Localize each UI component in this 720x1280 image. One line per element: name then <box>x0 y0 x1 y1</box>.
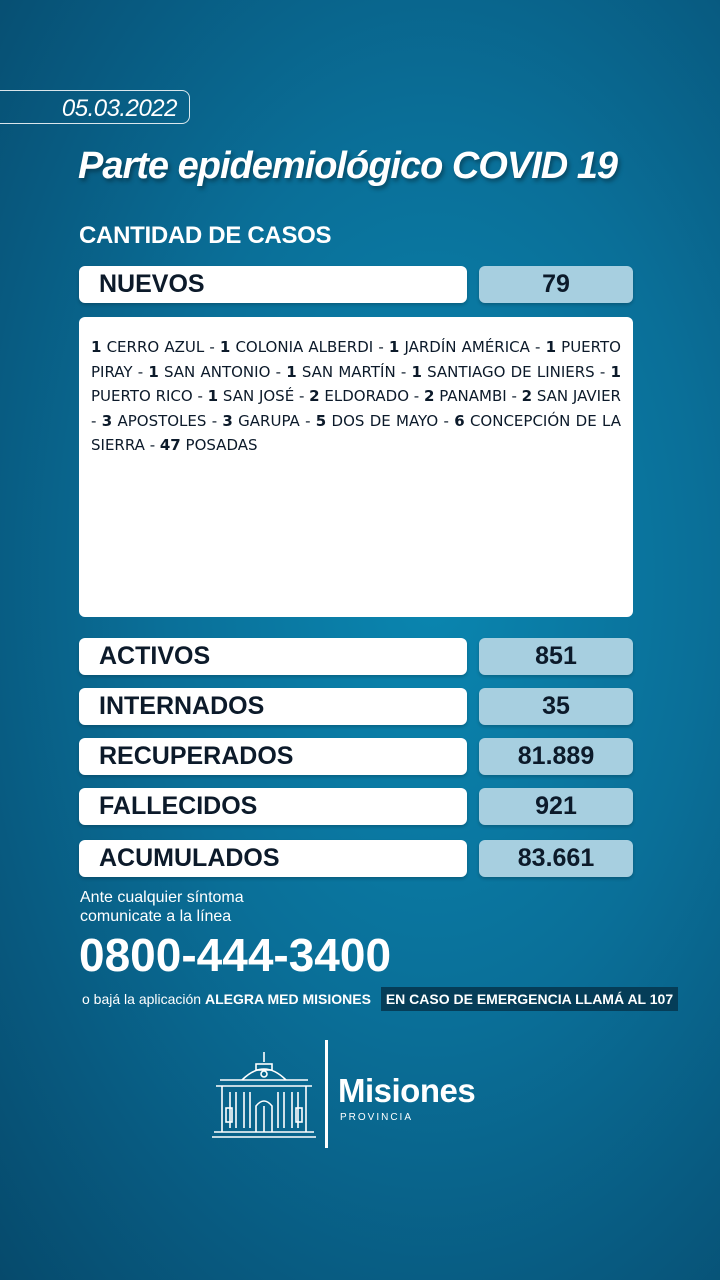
locality-name: PUERTO RICO <box>91 387 193 405</box>
app-download-line <box>82 987 678 1011</box>
locality-name: APOSTOLES <box>117 411 207 430</box>
locality-name: PUERTO PIRAY <box>91 338 621 381</box>
nuevos-value: 79 <box>479 266 633 303</box>
government-building-icon <box>212 1050 316 1138</box>
logo-name: Misiones <box>338 1072 476 1109</box>
date-badge <box>0 90 190 124</box>
stat-value-internados: 35 <box>479 688 633 725</box>
locality-count: 1 <box>545 338 557 356</box>
locality-count: 6 <box>454 411 465 430</box>
locality-name: POSADAS <box>185 436 258 454</box>
locality-count: 2 <box>521 387 533 405</box>
locality-count: 1 <box>411 362 422 381</box>
locality-count: 47 <box>159 436 181 454</box>
locality-name: CONCEPCIÓN DE LA SIERRA <box>91 411 621 454</box>
locality-name: SAN JAVIER <box>536 387 621 405</box>
locality-count: 2 <box>423 387 435 405</box>
locality-name: SAN ANTONIO <box>164 362 271 381</box>
locality-count: 1 <box>91 338 102 356</box>
logo-subtitle: PROVINCIA <box>340 1112 414 1123</box>
locality-count: 1 <box>286 362 297 381</box>
stat-value-fallecidos: 921 <box>479 788 633 825</box>
locality-count: 1 <box>388 338 400 356</box>
stat-label-fallecidos: FALLECIDOS <box>79 788 467 825</box>
locality-name: SANTIAGO DE LINIERS <box>427 362 595 381</box>
locality-count: 3 <box>101 411 113 430</box>
app-name: ALEGRA MED MISIONES <box>204 991 371 1007</box>
nuevos-label: NUEVOS <box>79 266 467 303</box>
stat-value-activos: 851 <box>479 638 633 675</box>
locality-name: CERRO AZUL <box>106 338 205 356</box>
misiones-logo <box>212 1040 512 1150</box>
locality-name: PANAMBI <box>439 387 507 405</box>
locality-count: 1 <box>148 362 159 381</box>
hotline-number: 0800-444-3400 <box>79 929 392 981</box>
locality-count: 2 <box>309 387 320 405</box>
stat-label-internados: INTERNADOS <box>79 688 467 725</box>
locality-count: 5 <box>315 411 327 430</box>
stat-value-acumulados: 83.661 <box>479 840 633 877</box>
report-date: 05.03.2022 <box>61 95 177 122</box>
locality-count: 1 <box>207 387 219 405</box>
stat-label-activos: ACTIVOS <box>79 638 467 675</box>
locality-name: SAN MARTÍN <box>301 362 396 381</box>
cases-by-locality-box <box>79 317 633 617</box>
locality-name: SAN JOSÉ <box>222 387 295 405</box>
app-prefix: o bajá la aplicación <box>82 991 202 1007</box>
page-title: Parte epidemiológico COVID 19 <box>78 145 618 187</box>
symptom-hint <box>80 888 244 926</box>
locality-count: 1 <box>610 362 621 381</box>
section-subtitle: CANTIDAD DE CASOS <box>79 222 332 249</box>
emergency-notice: EN CASO DE EMERGENCIA LLAMÁ AL 107 <box>381 987 678 1011</box>
locality-count: 1 <box>219 338 231 356</box>
symptom-hint-line1: Ante cualquier síntoma <box>80 889 244 906</box>
locality-count: 3 <box>222 411 233 430</box>
symptom-hint-line2: comunicate a la línea <box>80 908 232 925</box>
stat-label-recuperados: RECUPERADOS <box>79 738 467 775</box>
locality-name: GARUPA <box>238 411 300 430</box>
locality-name: ELDORADO <box>324 387 409 405</box>
locality-name: COLONIA ALBERDI <box>235 338 374 356</box>
cases-by-locality-text: 1 CERRO AZUL - 1 COLONIA ALBERDI - 1 JARDÍN AMÉRICA - 1 PUERTO PIRAY - 1 SAN ANTONIO - 1 SAN MARTÍN - 1 SANTIAGO DE LINIERS - 1 PUERTO RICO - 1 SAN JOSÉ - 2 ELDORADO - 2 PANAMBI - 2 SAN JAVIER - 3 APOSTOLES - 3 GARUPA - 5 DOS DE MAYO - 6 CONCEPCIÓN DE LA SIERRA - 47 POSADAS <box>91 338 621 454</box>
locality-name: DOS DE MAYO <box>331 411 439 430</box>
stat-label-acumulados: ACUMULADOS <box>79 840 467 877</box>
locality-name: JARDÍN AMÉRICA <box>404 338 530 356</box>
logo-divider <box>325 1040 328 1148</box>
stat-value-recuperados: 81.889 <box>479 738 633 775</box>
